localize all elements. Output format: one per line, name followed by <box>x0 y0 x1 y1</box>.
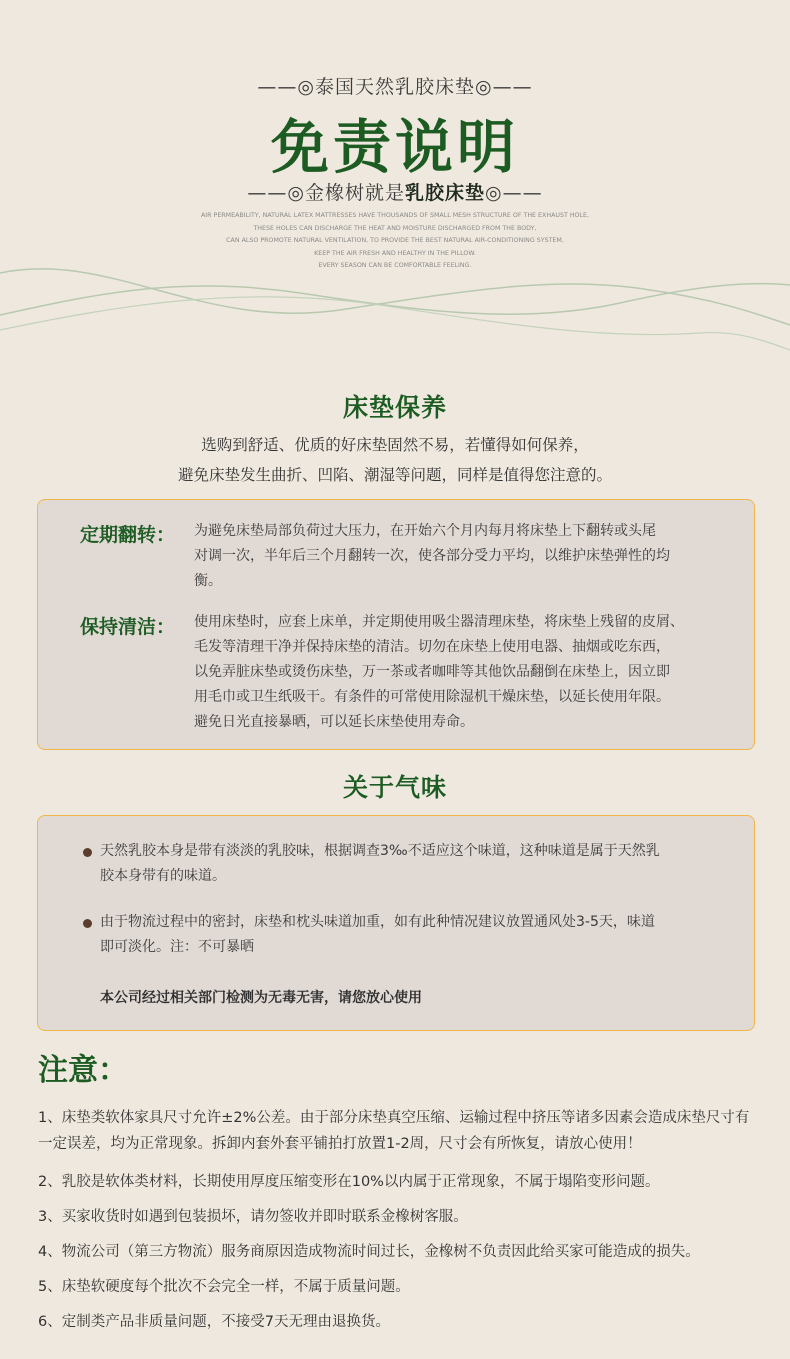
text-line: 为避免床垫局部负荷过大压力，在开始六个月内每月将床垫上下翻转或头尾 <box>194 523 656 539</box>
notice-item-1: 1、床垫类软体家具尺寸允许±2%公差。由于部分床垫真空压缩、运输过程中挤压等诸多因素会造成床垫尺寸有一定误差，均为正常现象。拆卸内套外套平铺拍打放置1-2周，尺寸会有所恢复，请放心使用！ <box>38 1110 750 1152</box>
text-line: 使用床垫时，应套上床单，并定期使用吸尘器清理床垫，将床垫上残留的皮屑、 <box>194 614 684 630</box>
text-line: 用毛巾或卫生纸吸干。有条件的可常使用除湿机干燥床垫，以延长使用年限。 <box>194 689 670 705</box>
text-line: 即可淡化。注：不可暴晒 <box>100 939 254 955</box>
text-line: 天然乳胶本身是带有淡淡的乳胶味，根据调查3‰不适应这个味道，这种味道是属于天然乳 <box>100 843 660 859</box>
clean-text <box>194 610 739 735</box>
intro-line: 选购到舒适、优质的好床垫固然不易，若懂得如何保养， <box>201 436 589 454</box>
header-subtitle-bottom <box>0 178 790 205</box>
text-line: 对调一次，半年后三个月翻转一次，使各部分受力平均，以维护床垫弹性的均 <box>194 548 670 564</box>
english-line: EVERY SEASON CAN BE COMFORTABLE FEELING. <box>318 262 472 269</box>
header-subtitle-top: ——◎泰国天然乳胶床垫◎—— <box>257 76 533 98</box>
smell-bullet-2 <box>100 910 740 960</box>
smell-box <box>37 815 755 1031</box>
care-box <box>37 499 755 750</box>
notice-item-2: 2、乳胶是软体类材料，长期使用厚度压缩变形在10%以内属于正常现象，不属于塌陷变形问题。 <box>38 1174 660 1190</box>
flip-text <box>194 519 739 594</box>
notice-heading: 注意： <box>38 1053 128 1088</box>
subtitle-suffix: ◎—— <box>485 182 543 204</box>
english-line: CAN ALSO PROMOTE NATURAL VENTILATION, TO PROVIDE THE BEST NATURAL AIR-CONDITIONING SYSTEM, <box>226 237 564 244</box>
text-line: 以免弄脏床垫或烫伤床垫，万一茶或者咖啡等其他饮品翻倒在床垫上，因立即 <box>194 664 670 680</box>
safety-statement: 本公司经过相关部门检测为无毒无害，请您放心使用 <box>100 990 422 1006</box>
bullet-dot <box>83 848 92 857</box>
care-intro <box>0 430 790 490</box>
subtitle-prefix: ——◎金橡树就是 <box>247 182 405 204</box>
intro-line: 避免床垫发生曲折、凹陷、潮湿等问题，同样是值得您注意的。 <box>177 466 612 484</box>
page-title: 免责说明 <box>270 113 519 181</box>
subtitle-bold: 乳胶床垫 <box>404 182 485 204</box>
english-line: AIR PERMEABILITY, NATURAL LATEX MATTRESSES HAVE THOUSANDS OF SMALL MESH STRUCTURE OF THE EXHAUST HOLE, <box>200 212 590 219</box>
text-line: 由于物流过程中的密封，床垫和枕头味道加重，如有此种情况建议放置通风处3-5天，味道 <box>100 914 655 930</box>
text-line: 衡。 <box>194 573 222 589</box>
text-line: 避免日光直接暴晒，可以延长床垫使用寿命。 <box>194 714 474 730</box>
bullet-dot <box>83 919 92 928</box>
english-line: THESE HOLES CAN DISCHARGE THE HEAT AND MOISTURE DISCHARGED FROM THE BODY, <box>253 224 537 232</box>
notice-item-3: 3、买家收货时如遇到包装损坏，请勿签收并即时联系金橡树客服。 <box>38 1209 468 1225</box>
english-line: KEEP THE AIR FRESH AND HEALTHY IN THE PILLOW. <box>314 249 476 257</box>
notice-item-5: 5、床垫软硬度每个批次不会完全一样，不属于质量问题。 <box>38 1279 410 1295</box>
notice-item-4: 4、物流公司（第三方物流）服务商原因造成物流时间过长，金橡树不负责因此给买家可能造成的损失。 <box>38 1244 700 1260</box>
smell-bullet-1 <box>100 839 740 889</box>
notice-item-6: 6、定制类产品非质量问题，不接受7天无理由退换货。 <box>38 1314 390 1330</box>
text-line: 胶本身带有的味道。 <box>100 868 226 884</box>
text-line: 毛发等清理干净并保持床垫的清洁。切勿在床垫上使用电器、抽烟或吃东西， <box>194 639 670 655</box>
smell-heading: 关于气味 <box>342 773 447 802</box>
clean-label: 保持清洁： <box>80 616 176 638</box>
decorative-wave-lines <box>0 255 790 365</box>
flip-label: 定期翻转： <box>80 524 176 546</box>
care-heading: 床垫保养 <box>342 393 447 422</box>
